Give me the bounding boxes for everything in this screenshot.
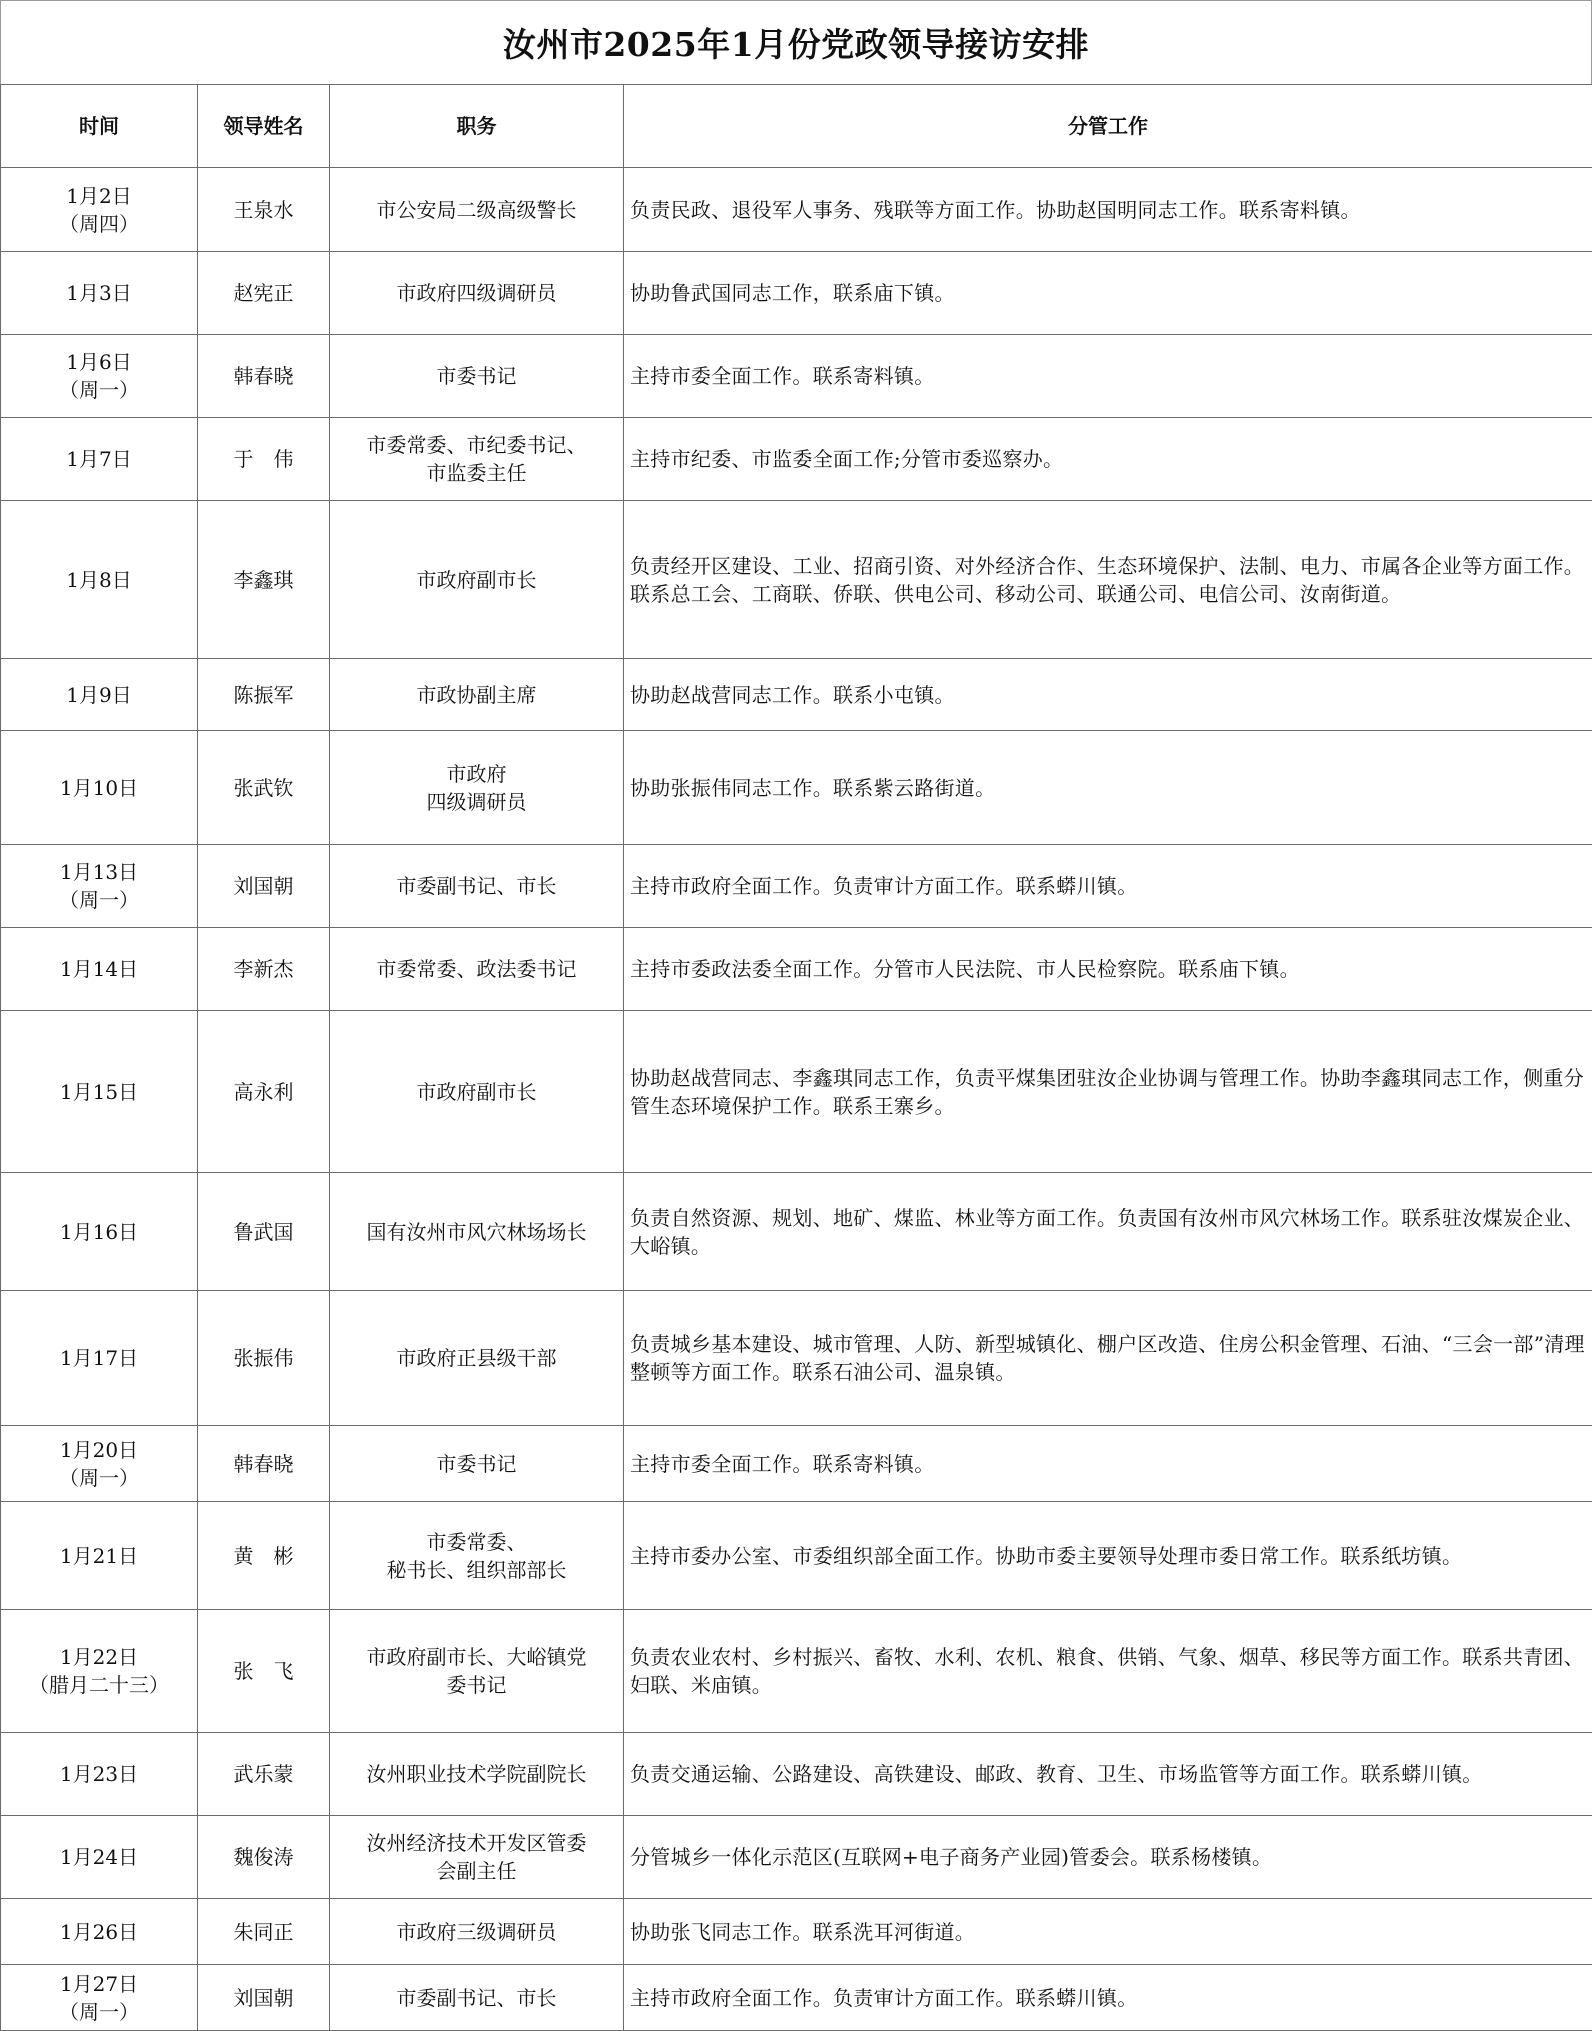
header-duties: 分管工作	[624, 85, 1592, 168]
cell-position	[330, 659, 624, 731]
date-text: 1月16日	[5, 1218, 193, 1246]
cell-position	[330, 1173, 624, 1291]
cell-duties: 主持市政府全面工作。负责审计方面工作。联系蟒川镇。	[624, 1965, 1592, 2031]
cell-date	[1, 252, 198, 335]
cell-position	[330, 335, 624, 418]
date-text: 1月6日	[5, 348, 193, 376]
header-time: 时间	[1, 85, 198, 168]
cell-duties: 分管城乡一体化示范区(互联网+电子商务产业园)管委会。联系杨楼镇。	[624, 1816, 1592, 1899]
title-bar	[0, 0, 1592, 84]
cell-position	[330, 1965, 624, 2031]
position-line: 汝州职业技术学院副院长	[334, 1760, 619, 1788]
date-text: 1月10日	[5, 774, 193, 802]
cell-position	[330, 501, 624, 659]
cell-leader-name: 张 飞	[198, 1610, 330, 1733]
cell-date	[1, 928, 198, 1011]
table-row	[1, 1426, 1592, 1502]
cell-date	[1, 501, 198, 659]
header-position: 职务	[330, 85, 624, 168]
position-line: 市委副书记、市长	[334, 872, 619, 900]
cell-leader-name: 魏俊涛	[198, 1816, 330, 1899]
cell-date	[1, 1816, 198, 1899]
cell-leader-name: 刘国朝	[198, 1965, 330, 2031]
date-text: 1月20日	[5, 1436, 193, 1464]
cell-duties: 主持市委全面工作。联系寄料镇。	[624, 1426, 1592, 1502]
position-line: 市政府正县级干部	[334, 1344, 619, 1372]
table-row	[1, 1610, 1592, 1733]
cell-leader-name: 王泉水	[198, 168, 330, 252]
weekday-text: （周一）	[5, 886, 193, 914]
date-text: 1月24日	[5, 1843, 193, 1871]
table-row	[1, 845, 1592, 928]
cell-position	[330, 418, 624, 501]
position-line: 市政府副市长、大峪镇党	[334, 1643, 619, 1671]
cell-date	[1, 659, 198, 731]
table-row	[1, 1899, 1592, 1965]
cell-date	[1, 1899, 198, 1965]
cell-position	[330, 252, 624, 335]
cell-position	[330, 1733, 624, 1816]
position-line: 市政府三级调研员	[334, 1918, 619, 1946]
weekday-text: （周四）	[5, 210, 193, 238]
cell-date	[1, 845, 198, 928]
cell-duties: 协助赵战营同志、李鑫琪同志工作，负责平煤集团驻汝企业协调与管理工作。协助李鑫琪同志工作，侧重分管生态环境保护工作。联系王寨乡。	[624, 1011, 1592, 1173]
position-line: 市委副书记、市长	[334, 1984, 619, 2012]
table-row	[1, 731, 1592, 845]
date-text: 1月13日	[5, 858, 193, 886]
table-row	[1, 1291, 1592, 1426]
header-row	[1, 85, 1592, 168]
position-line: 市政协副主席	[334, 681, 619, 709]
cell-date	[1, 168, 198, 252]
cell-duties: 负责农业农村、乡村振兴、畜牧、水利、农机、粮食、供销、气象、烟草、移民等方面工作。联系共青团、妇联、米庙镇。	[624, 1610, 1592, 1733]
cell-leader-name: 刘国朝	[198, 845, 330, 928]
position-line: 国有汝州市风穴林场场长	[334, 1218, 619, 1246]
position-line: 汝州经济技术开发区管委	[334, 1829, 619, 1857]
cell-leader-name: 鲁武国	[198, 1173, 330, 1291]
cell-position	[330, 731, 624, 845]
cell-duties: 协助张飞同志工作。联系洗耳河街道。	[624, 1899, 1592, 1965]
table-row	[1, 501, 1592, 659]
weekday-text: （周一）	[5, 1998, 193, 2026]
cell-date	[1, 1173, 198, 1291]
table-row	[1, 1011, 1592, 1173]
table-row	[1, 659, 1592, 731]
schedule-rows	[1, 168, 1592, 2031]
cell-position	[330, 1426, 624, 1502]
cell-leader-name: 韩春晓	[198, 335, 330, 418]
cell-date	[1, 731, 198, 845]
position-line: 市监委主任	[334, 459, 619, 487]
cell-date	[1, 1291, 198, 1426]
position-line: 市委书记	[334, 362, 619, 390]
table-row	[1, 928, 1592, 1011]
table-row	[1, 168, 1592, 252]
table-row	[1, 252, 1592, 335]
cell-duties: 协助张振伟同志工作。联系紫云路街道。	[624, 731, 1592, 845]
position-line: 市委常委、	[334, 1528, 619, 1556]
cell-leader-name: 韩春晓	[198, 1426, 330, 1502]
cell-leader-name: 张振伟	[198, 1291, 330, 1426]
date-text: 1月23日	[5, 1760, 193, 1788]
date-text: 1月26日	[5, 1918, 193, 1946]
cell-leader-name: 赵宪正	[198, 252, 330, 335]
cell-duties: 负责交通运输、公路建设、高铁建设、邮政、教育、卫生、市场监管等方面工作。联系蟒川镇。	[624, 1733, 1592, 1816]
cell-leader-name: 高永利	[198, 1011, 330, 1173]
position-line: 市政府副市长	[334, 1078, 619, 1106]
weekday-text: （周一）	[5, 376, 193, 404]
cell-date	[1, 418, 198, 501]
cell-leader-name: 于 伟	[198, 418, 330, 501]
cell-leader-name: 黄 彬	[198, 1502, 330, 1610]
cell-date	[1, 1502, 198, 1610]
cell-duties: 协助赵战营同志工作。联系小屯镇。	[624, 659, 1592, 731]
cell-position	[330, 1899, 624, 1965]
date-text: 1月7日	[5, 445, 193, 473]
date-text: 1月17日	[5, 1344, 193, 1372]
table-row	[1, 1733, 1592, 1816]
cell-date	[1, 335, 198, 418]
cell-duties: 主持市委全面工作。联系寄料镇。	[624, 335, 1592, 418]
date-text: 1月14日	[5, 955, 193, 983]
date-text: 1月2日	[5, 182, 193, 210]
cell-duties: 负责民政、退役军人事务、残联等方面工作。协助赵国明同志工作。联系寄料镇。	[624, 168, 1592, 252]
cell-position	[330, 168, 624, 252]
table-row	[1, 1173, 1592, 1291]
schedule-table	[0, 84, 1592, 2031]
table-row	[1, 1502, 1592, 1610]
cell-leader-name: 李鑫琪	[198, 501, 330, 659]
position-line: 市政府副市长	[334, 566, 619, 594]
weekday-text: （周一）	[5, 1464, 193, 1492]
cell-date	[1, 1965, 198, 2031]
cell-position	[330, 845, 624, 928]
cell-position	[330, 1502, 624, 1610]
cell-leader-name: 朱同正	[198, 1899, 330, 1965]
position-line: 市政府四级调研员	[334, 279, 619, 307]
cell-date	[1, 1733, 198, 1816]
date-text: 1月8日	[5, 566, 193, 594]
date-text: 1月22日	[5, 1643, 193, 1671]
cell-duties: 主持市政府全面工作。负责审计方面工作。联系蟒川镇。	[624, 845, 1592, 928]
table-row	[1, 1816, 1592, 1899]
table-row	[1, 1965, 1592, 2031]
cell-leader-name: 李新杰	[198, 928, 330, 1011]
position-line: 委书记	[334, 1671, 619, 1699]
page-title: 汝州市2025年1月份党政领导接访安排	[503, 19, 1089, 66]
cell-position	[330, 1291, 624, 1426]
cell-duties: 负责经开区建设、工业、招商引资、对外经济合作、生态环境保护、法制、电力、市属各企业等方面工作。联系总工会、工商联、侨联、供电公司、移动公司、联通公司、电信公司、汝南街道。	[624, 501, 1592, 659]
position-line: 会副主任	[334, 1857, 619, 1885]
header-leader: 领导姓名	[198, 85, 330, 168]
cell-leader-name: 张武钦	[198, 731, 330, 845]
cell-duties: 主持市委办公室、市委组织部全面工作。协助市委主要领导处理市委日常工作。联系纸坊镇。	[624, 1502, 1592, 1610]
cell-date	[1, 1426, 198, 1502]
cell-position	[330, 1011, 624, 1173]
position-line: 市委常委、政法委书记	[334, 955, 619, 983]
position-line: 市委书记	[334, 1450, 619, 1478]
date-text: 1月15日	[5, 1078, 193, 1106]
date-text: 1月9日	[5, 681, 193, 709]
cell-position	[330, 928, 624, 1011]
cell-duties: 负责自然资源、规划、地矿、煤监、林业等方面工作。负责国有汝州市风穴林场工作。联系驻汝煤炭企业、大峪镇。	[624, 1173, 1592, 1291]
cell-duties: 主持市纪委、市监委全面工作;分管市委巡察办。	[624, 418, 1592, 501]
date-text: 1月27日	[5, 1970, 193, 1998]
date-text: 1月21日	[5, 1542, 193, 1570]
position-line: 秘书长、组织部部长	[334, 1556, 619, 1584]
cell-duties: 主持市委政法委全面工作。分管市人民法院、市人民检察院。联系庙下镇。	[624, 928, 1592, 1011]
table-row	[1, 418, 1592, 501]
cell-leader-name: 武乐蒙	[198, 1733, 330, 1816]
cell-duties: 负责城乡基本建设、城市管理、人防、新型城镇化、棚户区改造、住房公积金管理、石油、“三会一部”清理整顿等方面工作。联系石油公司、温泉镇。	[624, 1291, 1592, 1426]
cell-position	[330, 1816, 624, 1899]
position-line: 市公安局二级高级警长	[334, 196, 619, 224]
table-row	[1, 335, 1592, 418]
cell-leader-name: 陈振军	[198, 659, 330, 731]
cell-date	[1, 1011, 198, 1173]
cell-position	[330, 1610, 624, 1733]
cell-date	[1, 1610, 198, 1733]
weekday-text: （腊月二十三）	[5, 1671, 193, 1699]
date-text: 1月3日	[5, 279, 193, 307]
position-line: 四级调研员	[334, 788, 619, 816]
position-line: 市委常委、市纪委书记、	[334, 431, 619, 459]
cell-duties: 协助鲁武国同志工作，联系庙下镇。	[624, 252, 1592, 335]
position-line: 市政府	[334, 760, 619, 788]
